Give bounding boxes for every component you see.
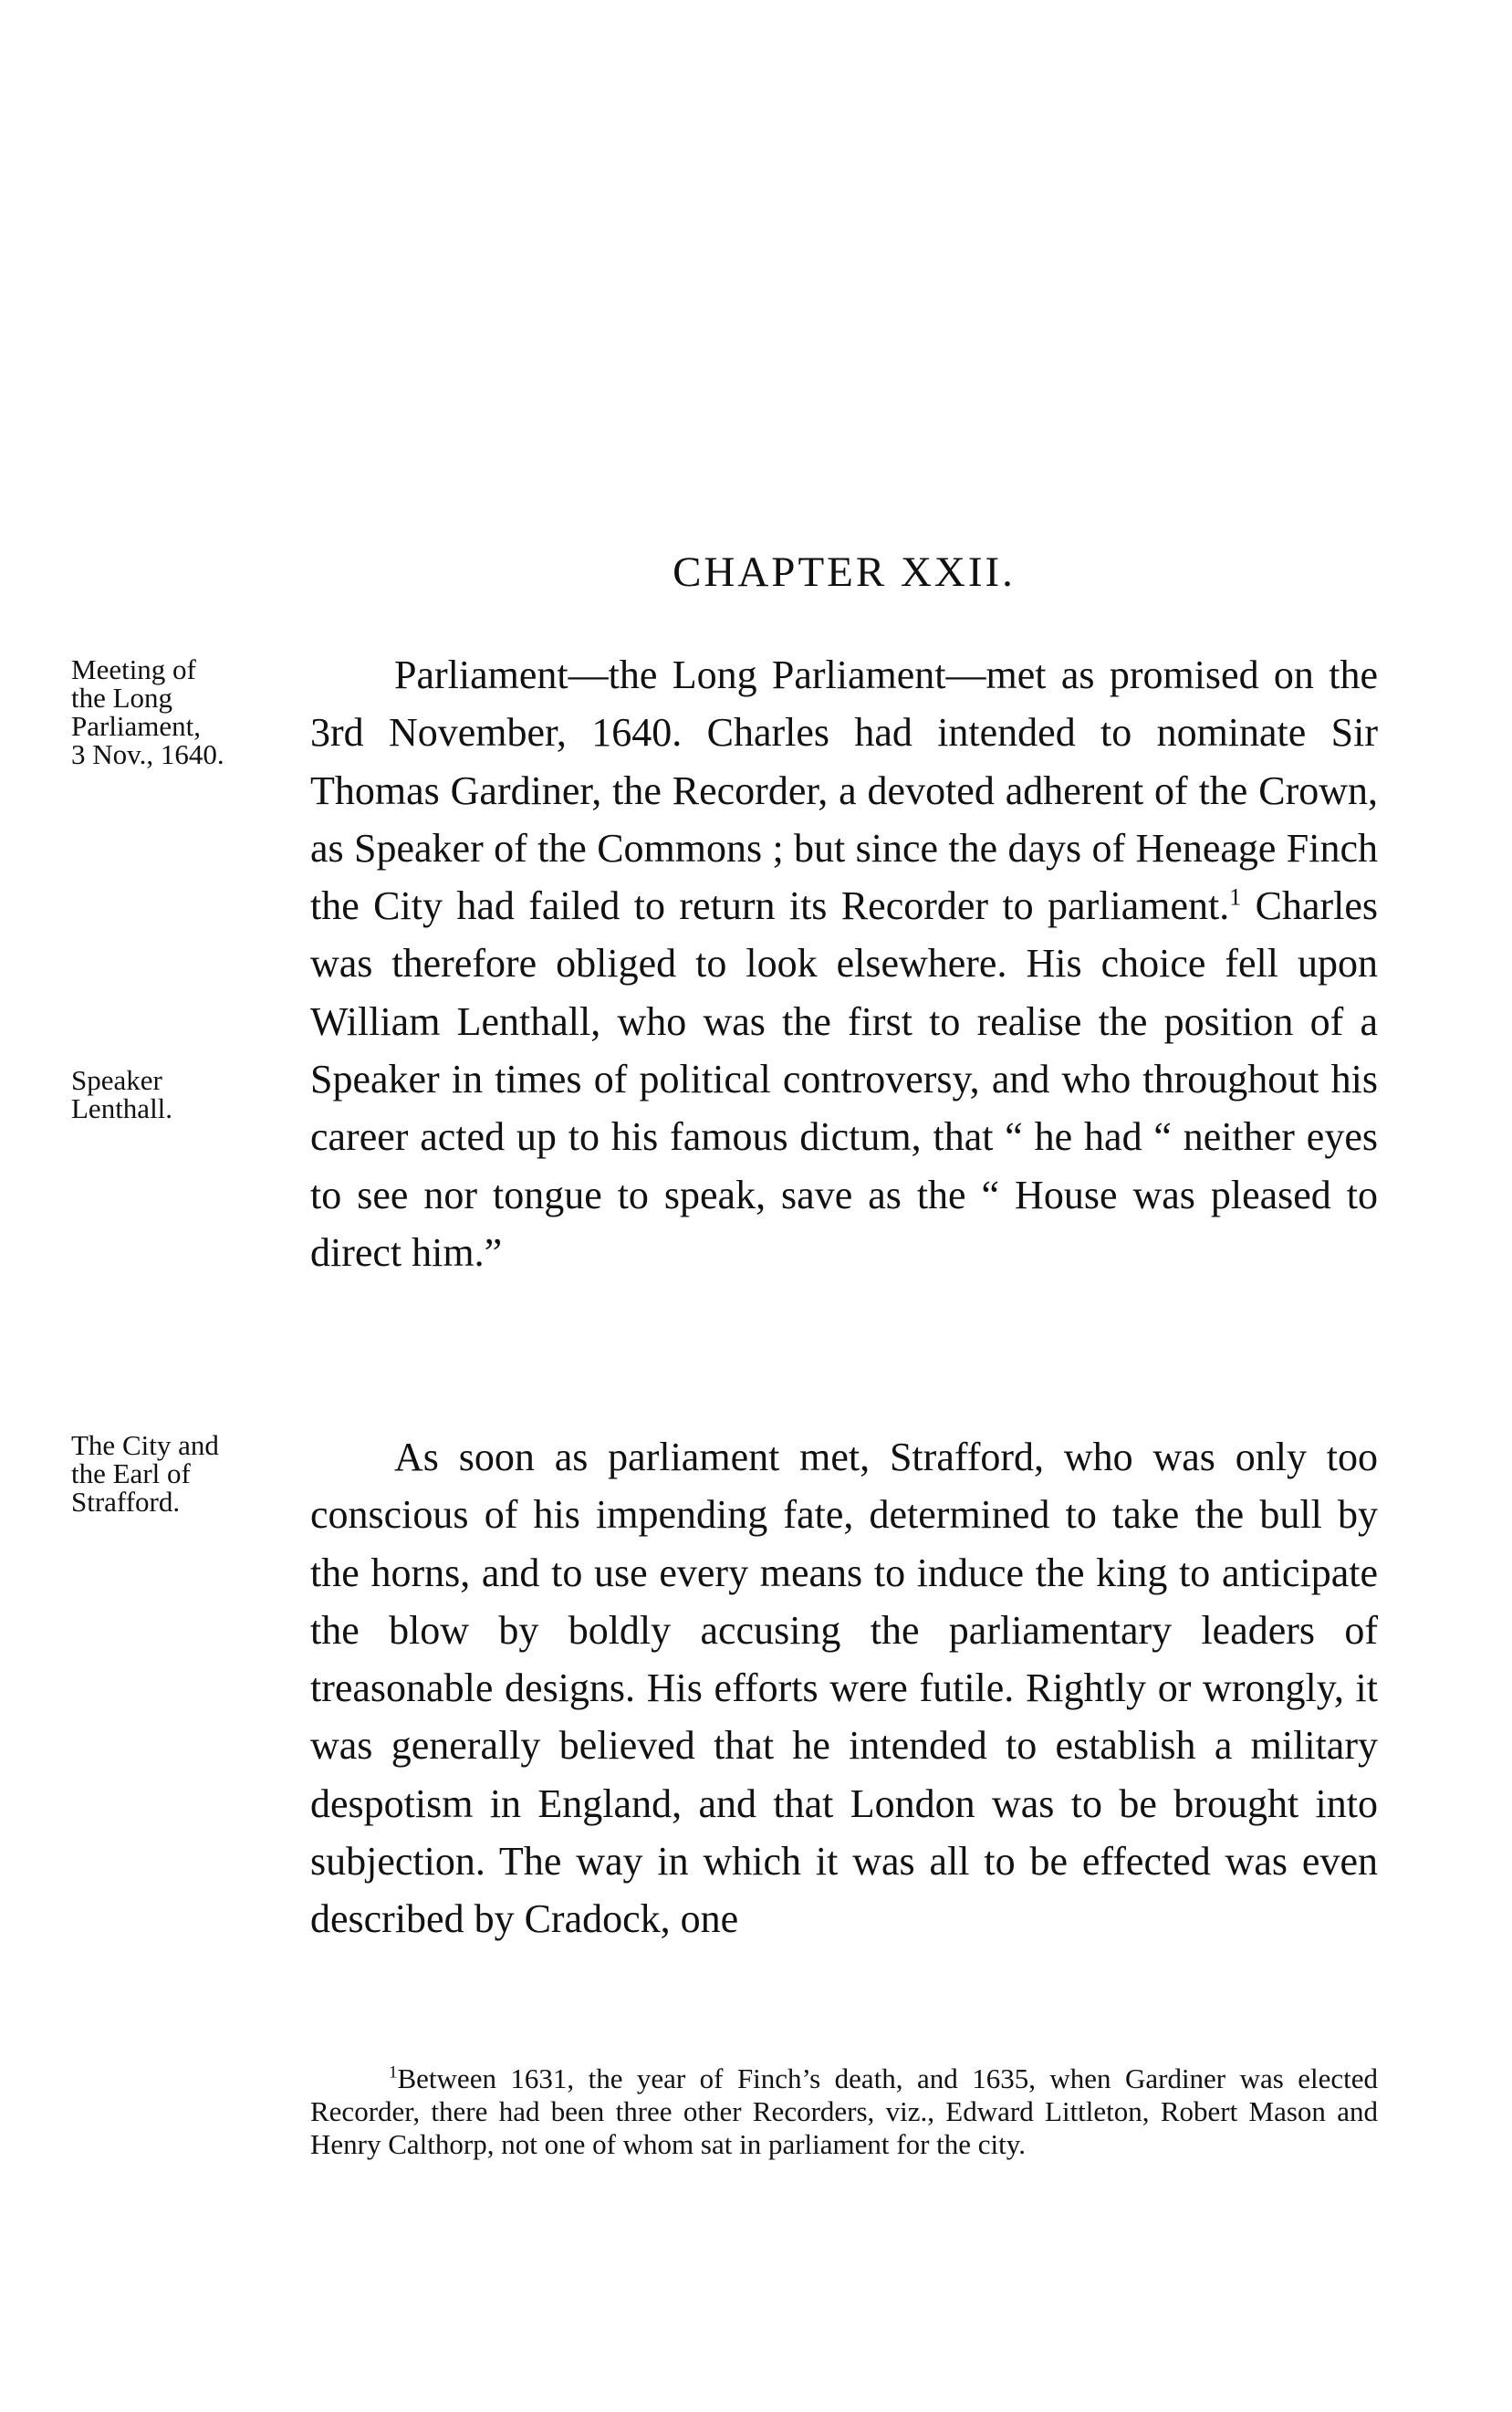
paragraph-strafford: As soon as parliament met, Strafford, who was only too conscious of his impending fate, determined to take the bull by the horns, and to use every means to induce the king to anticipate the blow by boldly accusing the parliamentary leaders of treasonable designs. His efforts were futile. Rightly or wrongly, it was generally believed that he intended to establish a military despotism in England, and that London was to be brought into subjection. The way in which it was all to be effected was even described by Cradock, one xyxy=(310,1435,1378,1942)
sidenote-line: The City and xyxy=(71,1429,219,1461)
footnote-reference: 1 xyxy=(1229,883,1242,911)
sidenote-line: Strafford. xyxy=(71,1486,181,1518)
sidenote-line: Meeting of xyxy=(71,653,196,685)
sidenote-line: Lenthall. xyxy=(71,1092,173,1124)
footnote-text: Between 1631, the year of Finch’s death, and 1635, when Gardiner was elected Recorder, there had been three other Recorders, viz., Edward Littleton, Robert Mason and Henry Calthorp, not one of whom sat in parliament for the city. xyxy=(310,2062,1378,2160)
paragraph-text: Parliament—the Long Parliament—met as promised on the 3rd November, 1640. Charles had intended to nominate Sir Thomas Gardiner, the Recorder, a devoted adherent of the Crown, as Speaker of the Commons ; but since the days of Heneage Finch the City had failed to return its Recorder to parliament. xyxy=(310,653,1378,929)
sidenote-line: 3 Nov., 1640. xyxy=(71,738,224,770)
sidenote-city-earl-strafford xyxy=(71,1431,299,1516)
sidenote-meeting-long-parliament xyxy=(71,655,299,768)
sidenote-speaker-lenthall xyxy=(71,1066,299,1122)
paragraph-text: Charles was therefore obliged to look elsewhere. His choice fell upon William Lenthall, who was the first to realise the position of a Speaker in times of political controversy, and who throughout his career acted up to his famous dictum, that “ he had “ neither eyes to see nor tongue to speak, save as the “ House was pleased to direct him.” xyxy=(310,883,1378,1275)
chapter-heading: CHAPTER XXII. xyxy=(673,548,1016,596)
sidenote-line: the Long xyxy=(71,682,173,714)
sidenote-line: Speaker xyxy=(71,1064,162,1096)
sidenote-line: the Earl of xyxy=(71,1457,191,1489)
footnote-marker: 1 xyxy=(389,2062,398,2083)
sidenote-line: Parliament, xyxy=(71,710,202,742)
footnote xyxy=(310,2062,1378,2161)
paragraph-long-parliament xyxy=(310,646,1378,1281)
